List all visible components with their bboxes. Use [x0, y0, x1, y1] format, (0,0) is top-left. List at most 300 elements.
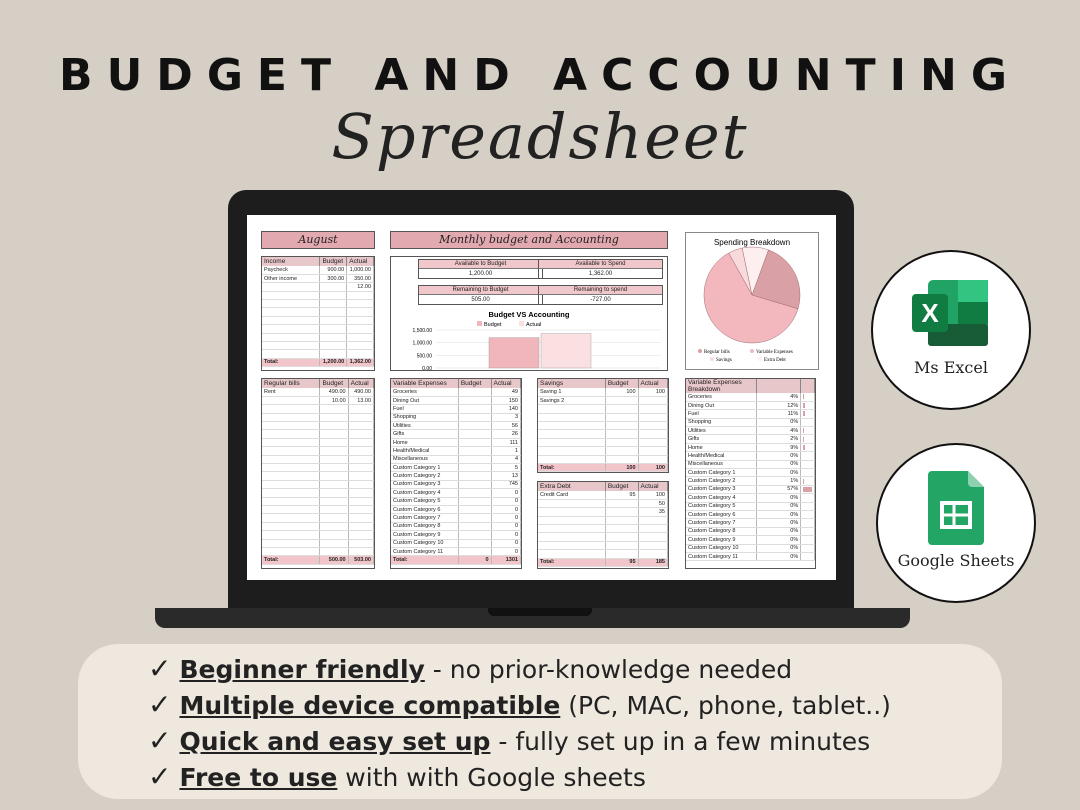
table-cell[interactable]: [605, 413, 638, 421]
table-cell[interactable]: [348, 539, 373, 547]
table-cell[interactable]: Fuel: [391, 405, 458, 413]
table-cell[interactable]: [320, 308, 347, 316]
table-cell[interactable]: [801, 536, 815, 544]
table-cell[interactable]: [801, 527, 815, 535]
table-cell[interactable]: [458, 438, 491, 446]
table-cell[interactable]: 1,000.00: [347, 266, 374, 274]
table-cell[interactable]: [638, 438, 667, 446]
table-cell[interactable]: Custom Category 8: [686, 527, 757, 535]
table-cell[interactable]: [262, 350, 320, 358]
table-cell[interactable]: [320, 531, 348, 539]
table-cell[interactable]: [638, 430, 667, 438]
table-cell[interactable]: 0%: [757, 460, 801, 468]
table-cell[interactable]: Dining Out: [391, 396, 458, 404]
table-cell[interactable]: [320, 291, 347, 299]
table-cell[interactable]: [262, 480, 320, 488]
table-cell[interactable]: 490.00: [348, 388, 373, 396]
table-cell[interactable]: [348, 464, 373, 472]
total-cell: 1,200.00: [320, 358, 347, 366]
table-cell[interactable]: [605, 438, 638, 446]
table-cell[interactable]: [262, 333, 320, 341]
table-cell[interactable]: [458, 413, 491, 421]
table-cell[interactable]: [347, 342, 374, 350]
table-cell[interactable]: Custom Category 6: [391, 505, 458, 513]
table-cell[interactable]: [801, 519, 815, 527]
table-cell[interactable]: [458, 505, 491, 513]
table-cell[interactable]: Custom Category 9: [391, 531, 458, 539]
table-cell[interactable]: [262, 539, 320, 547]
table-cell[interactable]: [320, 342, 347, 350]
table-cell[interactable]: [348, 489, 373, 497]
table-row: [538, 525, 668, 533]
table-row: [262, 489, 374, 497]
table-cell[interactable]: 4%: [757, 427, 801, 435]
table-cell[interactable]: 4%: [757, 393, 801, 401]
table-cell[interactable]: Custom Category 1: [391, 464, 458, 472]
table-cell[interactable]: 13: [491, 472, 520, 480]
table-cell[interactable]: [801, 393, 815, 401]
table-cell[interactable]: Savings 2: [538, 396, 605, 404]
table-cell[interactable]: [320, 430, 348, 438]
table-cell[interactable]: [320, 325, 347, 333]
table-cell[interactable]: 13.00: [348, 396, 373, 404]
table-cell[interactable]: [458, 396, 491, 404]
table-row: [262, 480, 374, 488]
table-cell[interactable]: [320, 480, 348, 488]
table-cell[interactable]: [638, 422, 667, 430]
table-cell[interactable]: [348, 480, 373, 488]
table-cell[interactable]: [320, 539, 348, 547]
table-cell[interactable]: Custom Category 7: [391, 514, 458, 522]
table-cell[interactable]: [262, 472, 320, 480]
table-cell[interactable]: [348, 472, 373, 480]
table-cell[interactable]: Custom Category 7: [686, 519, 757, 527]
percent-bar: [803, 394, 804, 399]
table-cell[interactable]: 0: [491, 547, 520, 555]
table-cell[interactable]: [801, 477, 815, 485]
table-cell[interactable]: [458, 422, 491, 430]
table-row: [391, 405, 521, 413]
table-cell[interactable]: [801, 410, 815, 418]
table-cell[interactable]: [801, 418, 815, 426]
table-cell[interactable]: [538, 422, 605, 430]
table-cell[interactable]: [458, 447, 491, 455]
table-cell[interactable]: Custom Category 10: [686, 544, 757, 552]
table-cell[interactable]: 0%: [757, 510, 801, 518]
table-cell[interactable]: [538, 447, 605, 455]
table-cell[interactable]: 12%: [757, 401, 801, 409]
table-cell[interactable]: Other income: [262, 274, 320, 282]
table-cell[interactable]: [262, 464, 320, 472]
table-cell[interactable]: [638, 455, 667, 463]
table-cell[interactable]: [262, 413, 320, 421]
table-cell[interactable]: 111: [491, 438, 520, 446]
table-cell[interactable]: 0%: [757, 544, 801, 552]
table-cell[interactable]: 0%: [757, 494, 801, 502]
table-cell[interactable]: [458, 531, 491, 539]
table-cell[interactable]: Custom Category 4: [686, 494, 757, 502]
table-cell[interactable]: Dining Out: [686, 401, 757, 409]
table-cell[interactable]: [348, 522, 373, 530]
table-cell[interactable]: [801, 544, 815, 552]
table-cell[interactable]: [320, 505, 348, 513]
table-cell[interactable]: Home: [391, 438, 458, 446]
table-cell[interactable]: [348, 405, 373, 413]
table-cell[interactable]: 0%: [757, 452, 801, 460]
table-cell[interactable]: 900.00: [320, 266, 347, 274]
table-cell[interactable]: [262, 316, 320, 324]
table-cell[interactable]: Health/Medical: [686, 452, 757, 460]
table-cell[interactable]: [320, 522, 348, 530]
table-cell[interactable]: [262, 438, 320, 446]
table-cell[interactable]: [320, 547, 348, 555]
table-cell[interactable]: 1%: [757, 477, 801, 485]
table-cell[interactable]: [262, 522, 320, 530]
table-row: [538, 541, 668, 549]
table-cell[interactable]: Gifts: [391, 430, 458, 438]
table-cell[interactable]: [605, 396, 638, 404]
table-cell[interactable]: 57%: [757, 485, 801, 493]
table-cell[interactable]: [538, 550, 605, 558]
table-cell[interactable]: [348, 455, 373, 463]
table-cell[interactable]: [538, 438, 605, 446]
table-row: [538, 491, 668, 499]
table-cell[interactable]: 0%: [757, 527, 801, 535]
table-cell[interactable]: [605, 447, 638, 455]
table-cell[interactable]: 0: [491, 497, 520, 505]
total-row: [538, 464, 668, 472]
table-cell[interactable]: Home: [686, 443, 757, 451]
table-cell[interactable]: [320, 447, 348, 455]
table-cell[interactable]: [801, 435, 815, 443]
table-cell[interactable]: 140: [491, 405, 520, 413]
table-cell[interactable]: [801, 443, 815, 451]
table-cell[interactable]: 9%: [757, 443, 801, 451]
table-cell[interactable]: [638, 405, 667, 413]
column-header: Actual: [348, 379, 373, 388]
table-cell[interactable]: [348, 531, 373, 539]
table-cell[interactable]: [538, 455, 605, 463]
table-cell[interactable]: [347, 350, 374, 358]
table-cell[interactable]: Custom Category 2: [686, 477, 757, 485]
table-cell[interactable]: [458, 539, 491, 547]
table-cell[interactable]: 2%: [757, 435, 801, 443]
table-cell[interactable]: [538, 516, 605, 524]
table-cell[interactable]: [262, 396, 320, 404]
table-row: [262, 464, 374, 472]
table-cell[interactable]: [605, 430, 638, 438]
table-cell[interactable]: [262, 489, 320, 497]
table-cell[interactable]: [605, 455, 638, 463]
table-cell[interactable]: [801, 452, 815, 460]
table-cell[interactable]: [262, 422, 320, 430]
month-header: August: [261, 231, 375, 249]
table-cell[interactable]: [262, 547, 320, 555]
table-cell[interactable]: [320, 455, 348, 463]
laptop-notch: [488, 608, 592, 616]
table-cell[interactable]: [347, 308, 374, 316]
table-cell[interactable]: Custom Category 2: [391, 472, 458, 480]
table-cell[interactable]: Paycheck: [262, 266, 320, 274]
table-cell[interactable]: Groceries: [391, 388, 458, 396]
features-panel: [78, 644, 1002, 799]
table-cell[interactable]: 12.00: [347, 283, 374, 291]
table-cell[interactable]: [320, 413, 348, 421]
table-cell[interactable]: [348, 438, 373, 446]
table-cell[interactable]: [801, 552, 815, 560]
table-cell[interactable]: [348, 447, 373, 455]
table-cell[interactable]: Gifts: [686, 435, 757, 443]
column-header: Variable Expenses: [391, 379, 458, 388]
y-tick-label: 0.00: [422, 366, 432, 370]
table-cell[interactable]: Utilities: [686, 427, 757, 435]
table-cell[interactable]: [458, 480, 491, 488]
table-cell[interactable]: [347, 325, 374, 333]
table-cell[interactable]: [320, 316, 347, 324]
table-cell[interactable]: Groceries: [686, 393, 757, 401]
percent-bar: [803, 411, 805, 416]
percent-bar: [803, 487, 812, 492]
table-cell[interactable]: [320, 350, 347, 358]
table-cell[interactable]: [348, 547, 373, 555]
table-cell[interactable]: 1: [491, 447, 520, 455]
table-cell[interactable]: [348, 422, 373, 430]
table-row: [262, 413, 374, 421]
table-cell[interactable]: Custom Category 5: [686, 502, 757, 510]
table-cell[interactable]: [801, 494, 815, 502]
table-cell[interactable]: [320, 300, 347, 308]
excel-badge: [871, 250, 1031, 410]
table-cell[interactable]: 0: [491, 531, 520, 539]
table-cell[interactable]: Custom Category 1: [686, 469, 757, 477]
table-cell[interactable]: [605, 405, 638, 413]
table-cell[interactable]: 0%: [757, 469, 801, 477]
table-cell[interactable]: 100: [638, 491, 667, 499]
table-cell[interactable]: [638, 533, 667, 541]
table-cell[interactable]: 11%: [757, 410, 801, 418]
table-cell[interactable]: [638, 525, 667, 533]
table-cell[interactable]: Custom Category 11: [686, 552, 757, 560]
table-cell[interactable]: [605, 533, 638, 541]
table-cell[interactable]: Custom Category 4: [391, 489, 458, 497]
y-tick-label: 1,500.00: [412, 328, 432, 334]
table-cell[interactable]: 0: [491, 539, 520, 547]
table-cell[interactable]: [801, 427, 815, 435]
table-cell[interactable]: [262, 505, 320, 513]
table-cell[interactable]: [638, 413, 667, 421]
table-cell[interactable]: 49: [491, 388, 520, 396]
table-row: [391, 455, 521, 463]
table-cell[interactable]: Miscellaneous: [391, 455, 458, 463]
table-cell[interactable]: [638, 396, 667, 404]
table-cell[interactable]: [538, 541, 605, 549]
table-cell[interactable]: [458, 388, 491, 396]
table-cell[interactable]: Custom Category 9: [686, 536, 757, 544]
table-cell[interactable]: 0: [491, 505, 520, 513]
table-cell[interactable]: 35: [638, 508, 667, 516]
table-cell[interactable]: 5: [491, 464, 520, 472]
table-cell[interactable]: Health/Medical: [391, 447, 458, 455]
table-row: [391, 539, 521, 547]
table-cell[interactable]: 10.00: [320, 396, 348, 404]
table-cell[interactable]: Saving 1: [538, 388, 605, 396]
table-cell[interactable]: [458, 514, 491, 522]
table-cell[interactable]: Custom Category 3: [391, 480, 458, 488]
table-cell[interactable]: [320, 438, 348, 446]
table-cell[interactable]: Miscellaneous: [686, 460, 757, 468]
table-cell[interactable]: [348, 514, 373, 522]
table-cell[interactable]: [320, 422, 348, 430]
table-cell[interactable]: [262, 342, 320, 350]
table-cell[interactable]: Shopping: [391, 413, 458, 421]
table-cell[interactable]: 0: [491, 522, 520, 530]
table-cell[interactable]: [605, 525, 638, 533]
table-cell[interactable]: [538, 533, 605, 541]
table-cell[interactable]: [638, 541, 667, 549]
table-cell[interactable]: [262, 497, 320, 505]
table-cell[interactable]: 0: [491, 514, 520, 522]
table-cell[interactable]: [320, 464, 348, 472]
table-cell[interactable]: 300.00: [320, 274, 347, 282]
table-cell[interactable]: Custom Category 10: [391, 539, 458, 547]
table-cell[interactable]: [320, 333, 347, 341]
table-cell[interactable]: [638, 447, 667, 455]
table-cell[interactable]: [320, 489, 348, 497]
table-cell[interactable]: Rent: [262, 388, 320, 396]
table-cell[interactable]: [348, 413, 373, 421]
table-cell[interactable]: 56: [491, 422, 520, 430]
table-cell[interactable]: [347, 333, 374, 341]
table-cell[interactable]: [262, 325, 320, 333]
table-cell[interactable]: [320, 283, 347, 291]
table-cell[interactable]: [638, 516, 667, 524]
table-cell[interactable]: [801, 401, 815, 409]
table-cell[interactable]: [801, 460, 815, 468]
table-cell[interactable]: 100: [638, 388, 667, 396]
table-cell[interactable]: [538, 499, 605, 507]
table-cell[interactable]: 0%: [757, 502, 801, 510]
table-cell[interactable]: [458, 522, 491, 530]
column-header: [801, 379, 815, 393]
table-cell[interactable]: Credit Card: [538, 491, 605, 499]
table-cell[interactable]: [458, 497, 491, 505]
table-cell[interactable]: [262, 291, 320, 299]
sheets-label: Google Sheets: [897, 551, 1015, 570]
table-cell[interactable]: Custom Category 6: [686, 510, 757, 518]
table-cell[interactable]: Custom Category 8: [391, 522, 458, 530]
table-cell[interactable]: Custom Category 3: [686, 485, 757, 493]
table-cell[interactable]: [605, 550, 638, 558]
table-cell[interactable]: 745: [491, 480, 520, 488]
table-cell[interactable]: [348, 497, 373, 505]
table-cell[interactable]: Fuel: [686, 410, 757, 418]
legend-label: Savings: [716, 358, 732, 363]
table-cell[interactable]: [262, 531, 320, 539]
table-cell[interactable]: [347, 300, 374, 308]
table-row: [262, 316, 374, 324]
table-row: [686, 519, 815, 527]
column-header: Budget: [320, 257, 347, 266]
table-cell[interactable]: [458, 464, 491, 472]
table-cell[interactable]: [320, 405, 348, 413]
table-cell[interactable]: [262, 405, 320, 413]
table-cell[interactable]: 50: [638, 499, 667, 507]
table-cell[interactable]: [801, 469, 815, 477]
table-cell[interactable]: [262, 300, 320, 308]
table-cell[interactable]: 490.00: [320, 388, 348, 396]
table-cell[interactable]: [320, 497, 348, 505]
table-row: [262, 539, 374, 547]
table-cell[interactable]: [538, 405, 605, 413]
column-header: Actual: [491, 379, 520, 388]
table-cell[interactable]: 4: [491, 455, 520, 463]
table-cell[interactable]: [262, 430, 320, 438]
table-cell[interactable]: 350.00: [347, 274, 374, 282]
table-cell[interactable]: [605, 516, 638, 524]
table-cell[interactable]: [320, 472, 348, 480]
table-cell[interactable]: Custom Category 11: [391, 547, 458, 555]
table-cell[interactable]: [605, 422, 638, 430]
table-cell[interactable]: [347, 291, 374, 299]
table-cell[interactable]: [605, 499, 638, 507]
table-cell[interactable]: [320, 514, 348, 522]
table-cell[interactable]: [801, 485, 815, 493]
table-cell[interactable]: [605, 541, 638, 549]
table-cell[interactable]: [605, 508, 638, 516]
table-cell[interactable]: 0%: [757, 418, 801, 426]
table-cell[interactable]: [458, 489, 491, 497]
table-cell[interactable]: 0%: [757, 519, 801, 527]
table-cell[interactable]: 150: [491, 396, 520, 404]
table-cell[interactable]: 0%: [757, 552, 801, 560]
table-row: [686, 393, 815, 401]
table-cell[interactable]: Custom Category 5: [391, 497, 458, 505]
table-row: [262, 325, 374, 333]
table-cell[interactable]: 26: [491, 430, 520, 438]
table-cell[interactable]: [262, 308, 320, 316]
table-cell[interactable]: [458, 430, 491, 438]
table-cell[interactable]: [538, 525, 605, 533]
table-cell[interactable]: [538, 430, 605, 438]
table-cell[interactable]: 3: [491, 413, 520, 421]
table-cell[interactable]: Shopping: [686, 418, 757, 426]
table-cell[interactable]: [458, 455, 491, 463]
table-cell[interactable]: 100: [605, 388, 638, 396]
table-cell[interactable]: [458, 547, 491, 555]
table-cell[interactable]: 0%: [757, 536, 801, 544]
table-cell[interactable]: 95: [605, 491, 638, 499]
table-cell[interactable]: [801, 502, 815, 510]
table-cell[interactable]: [638, 550, 667, 558]
table-cell[interactable]: [458, 472, 491, 480]
table-cell[interactable]: [262, 283, 320, 291]
table-cell[interactable]: [262, 514, 320, 522]
table-cell[interactable]: [262, 455, 320, 463]
table-cell[interactable]: [348, 430, 373, 438]
table-cell[interactable]: Utilities: [391, 422, 458, 430]
table-cell[interactable]: [538, 508, 605, 516]
table-cell[interactable]: [538, 413, 605, 421]
table-cell[interactable]: [458, 405, 491, 413]
table-cell[interactable]: [262, 447, 320, 455]
column-header: Actual: [638, 482, 667, 491]
table-cell[interactable]: 0: [491, 489, 520, 497]
column-header: Regular bills: [262, 379, 320, 388]
column-header: Budget: [605, 379, 638, 388]
table-cell[interactable]: [801, 510, 815, 518]
table-cell[interactable]: [347, 316, 374, 324]
table-cell[interactable]: [348, 505, 373, 513]
